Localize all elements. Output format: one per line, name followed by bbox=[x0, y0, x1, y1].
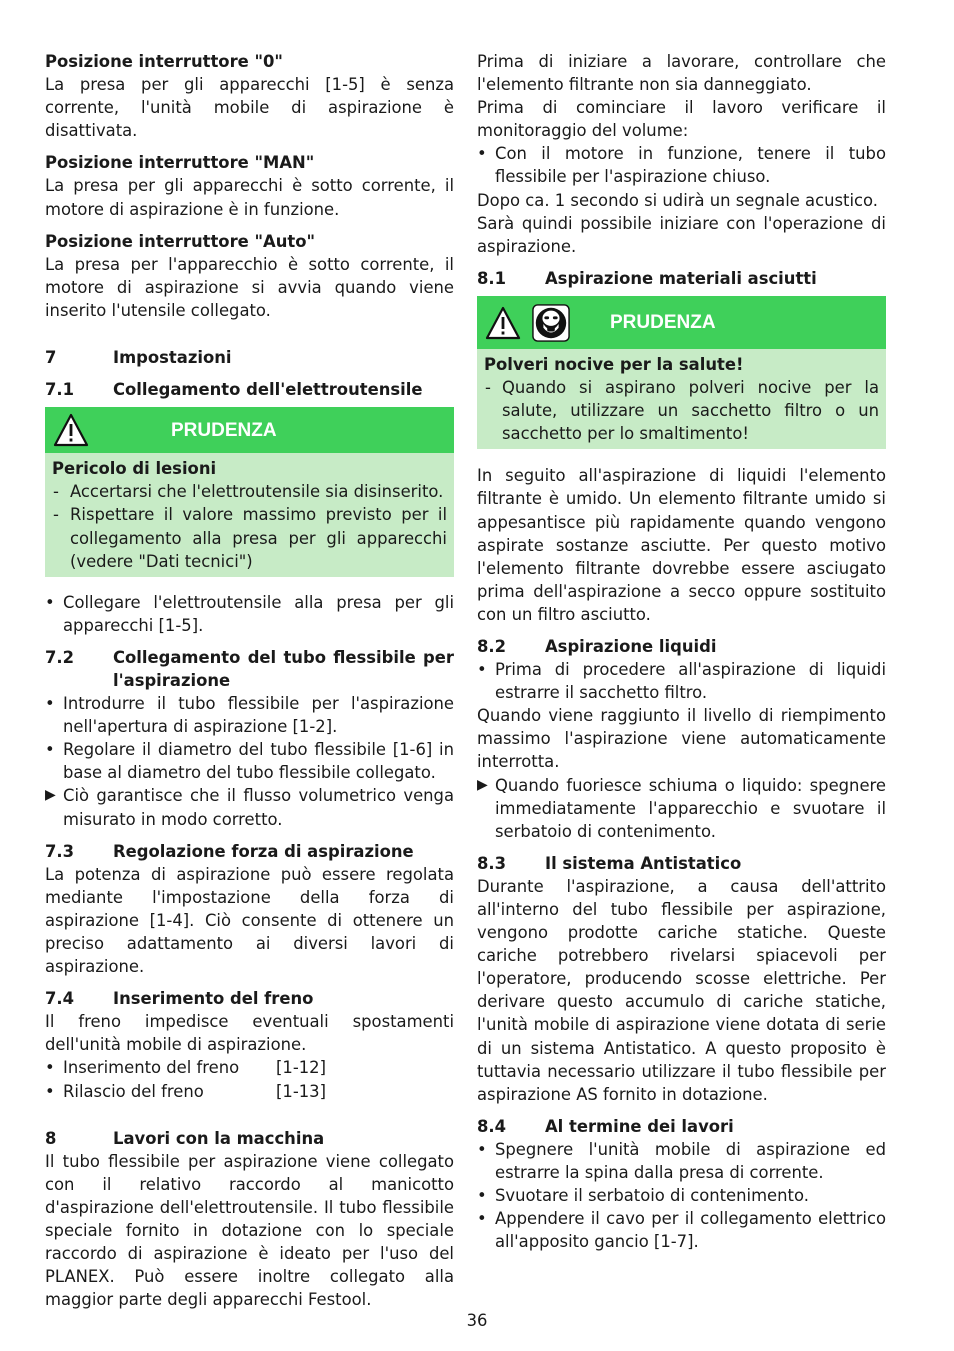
section-title: Collegamento del tubo flessibile per l'aspirazione bbox=[113, 647, 454, 690]
caution-body bbox=[45, 453, 454, 576]
caution-box-injury bbox=[45, 407, 454, 576]
brake-ref: [1-13] bbox=[276, 1081, 326, 1101]
list-item: • Introdurre il tubo flessibile per l'aspirazione nell'apertura di aspirazione [1-2]. bbox=[45, 692, 454, 738]
section-8-2-heading bbox=[477, 635, 886, 658]
dust-mask-icon bbox=[532, 304, 570, 342]
list-item: • Con il motore in funzione, tenere il tubo flessibile per l'aspirazione chiuso. bbox=[477, 142, 886, 188]
section-7-2-list bbox=[45, 692, 454, 784]
section-title: Aspirazione liquidi bbox=[545, 636, 717, 656]
result-text: Quando fuoriesce schiuma o liquido: spegnere immediatamente l'apparecchio e svuotare il serbatoio di contenimento. bbox=[495, 775, 886, 841]
intro-text-2: Prima di cominciare il lavoro verificare il monitoraggio del volume: bbox=[477, 98, 886, 141]
switch-0-title: Posizione interruttore "0" bbox=[45, 52, 283, 71]
caution-item: - Quando si aspirano polveri nocive per la salute, utilizzare un sacchetto filtro o un sacchetto per lo smaltimento! bbox=[484, 376, 879, 445]
section-8-2-list bbox=[477, 658, 886, 704]
section-title: Inserimento del freno bbox=[113, 989, 314, 1009]
section-title: Collegamento dell'elettroutensile bbox=[113, 380, 423, 400]
section-7-3-heading bbox=[45, 840, 454, 863]
switch-0-text: La presa per gli apparecchi [1-5] è senza corrente, l'unità mobile di aspirazione è disattivata. bbox=[45, 75, 454, 141]
section-8-text: Il tubo flessibile per aspirazione viene collegato con il relativo raccordo al manicotto d'aspirazione dell'elettroutensile. Il tubo flessibile speciale fornito in dotazione con lo speciale raccordo di aspirazione è ideato per l'uso del PLANEX. Può essere inoltre collegato alla maggior parte degli apparecchi Festool. bbox=[45, 1151, 454, 1310]
section-number: 8.2 bbox=[477, 636, 507, 656]
section-number: 8.1 bbox=[477, 268, 507, 288]
list-item: • Prima di procedere all'aspirazione di liquidi estrarre il sacchetto filtro. bbox=[477, 658, 886, 704]
intro-text-4: Sarà quindi possibile iniziare con l'operazione di aspirazione. bbox=[477, 213, 886, 256]
brake-row bbox=[45, 1056, 454, 1079]
section-8-3-text: Durante l'aspirazione, a causa dell'attrito all'interno del tubo flessibile per aspirazione, vengono prodotte cariche statiche. Queste cariche potrebbero rivelarsi spiacevoli per l'operatore, producendo scosse elettriche. Per derivare questo accumulo di cariche statiche, l'unità mobile di aspirazione viene dotata di serie di un sistema Antistatico. A questo proposito è tuttavia necessario utilizzare il tubo flessibile per aspirazione AS fornito in dotazione. bbox=[477, 876, 886, 1104]
intro-list bbox=[477, 142, 886, 188]
caution-item: - Rispettare il valore massimo previsto per il collegamento alla presa per gli apparecchi (vedere "Dati tecnici") bbox=[52, 503, 447, 572]
caution-heading: Pericolo di lesioni bbox=[52, 459, 217, 479]
section-8-2-text: Quando viene raggiunto il livello di riempimento massimo l'aspirazione viene automaticamente interrotta. bbox=[477, 706, 886, 772]
warning-triangle-icon bbox=[485, 306, 521, 340]
section-title: Lavori con la macchina bbox=[113, 1128, 325, 1148]
section-number: 8.3 bbox=[477, 853, 507, 873]
brake-label: • Rilascio del freno bbox=[63, 1081, 204, 1101]
caution-heading: Polveri nocive per la salute! bbox=[484, 354, 744, 374]
result-line bbox=[45, 784, 454, 830]
list-item: • Appendere il cavo per il collegamento elettrico all'apposito gancio [1-7]. bbox=[477, 1207, 886, 1253]
section-number: 7 bbox=[45, 348, 57, 368]
switch-man-text: La presa per gli apparecchi è sotto corrente, il motore di aspirazione è in funzione. bbox=[45, 176, 454, 219]
section-number: 7.1 bbox=[45, 380, 75, 400]
intro-text-1: Prima di iniziare a lavorare, controllare che l'elemento filtrante non sia danneggiato. bbox=[477, 52, 886, 95]
section-7-2-heading bbox=[45, 646, 454, 692]
page-number: 36 bbox=[466, 1311, 488, 1330]
brake-ref: [1-12] bbox=[276, 1058, 326, 1078]
caution-body bbox=[477, 349, 886, 449]
caution-header bbox=[477, 296, 886, 349]
intro-text-3: Dopo ca. 1 secondo si udirà un segnale acustico. bbox=[477, 190, 878, 210]
caution-box-dust bbox=[477, 296, 886, 449]
warning-triangle-icon bbox=[53, 413, 89, 447]
section-7-1-heading bbox=[45, 378, 454, 401]
right-column bbox=[477, 50, 886, 1253]
section-title: Al termine dei lavori bbox=[545, 1116, 734, 1136]
section-8-4-heading bbox=[477, 1115, 886, 1138]
caution-list bbox=[52, 480, 447, 572]
caution-item: - Accertarsi che l'elettroutensile sia disinserito. bbox=[52, 480, 447, 503]
list-item: • Collegare l'elettroutensile alla presa per gli apparecchi [1-5]. bbox=[45, 591, 454, 637]
brake-row bbox=[45, 1080, 454, 1103]
section-8-4-list bbox=[477, 1138, 886, 1253]
caution-header bbox=[45, 407, 454, 453]
list-item: • Spegnere l'unità mobile di aspirazione ed estrarre la spina dalla presa di corrente. bbox=[477, 1138, 886, 1184]
switch-auto-title: Posizione interruttore "Auto" bbox=[45, 231, 315, 251]
caution-list bbox=[484, 376, 879, 445]
caution-label: PRUDENZA bbox=[610, 311, 716, 333]
switch-auto-text: La presa per l'apparecchio è sotto corrente, il motore di aspirazione si avvia quando viene inserito l'utensile collegato. bbox=[45, 254, 454, 320]
section-number: 8.4 bbox=[477, 1116, 507, 1136]
section-7-4-heading bbox=[45, 987, 454, 1010]
section-number: 7.2 bbox=[45, 647, 75, 667]
section-8-heading bbox=[45, 1127, 454, 1150]
result-text: Ciò garantisce che il flusso volumetrico venga misurato in modo corretto. bbox=[63, 786, 454, 829]
section-title: Aspirazione materiali asciutti bbox=[545, 268, 817, 288]
result-arrow-icon: ▶ bbox=[45, 787, 56, 804]
section-number: 7.3 bbox=[45, 841, 75, 861]
switch-man-title: Posizione interruttore "MAN" bbox=[45, 153, 315, 173]
list-item: • Regolare il diametro del tubo flessibile [1-6] in base al diametro del tubo flessibile collegato. bbox=[45, 738, 454, 784]
result-arrow-icon: ▶ bbox=[477, 776, 488, 793]
left-column bbox=[45, 50, 454, 1311]
section-7-heading bbox=[45, 346, 454, 369]
section-number: 8 bbox=[45, 1128, 57, 1148]
section-title: Regolazione forza di aspirazione bbox=[113, 841, 414, 861]
section-7-1-list bbox=[45, 591, 454, 637]
section-7-4-text: Il freno impedisce eventuali spostamenti dell'unità mobile di aspirazione. bbox=[45, 1012, 454, 1055]
section-8-3-heading bbox=[477, 852, 886, 875]
section-8-1-heading bbox=[477, 267, 886, 290]
section-title: Impostazioni bbox=[113, 348, 232, 368]
section-7-3-text: La potenza di aspirazione può essere regolata mediante l'impostazione della forza di aspirazione [1-4]. Ciò consente di ottenere un preciso adattamento ai diversi lavori di aspirazione. bbox=[45, 864, 454, 977]
list-item: • Svuotare il serbatoio di contenimento. bbox=[477, 1184, 886, 1207]
brake-label: • Inserimento del freno bbox=[63, 1058, 240, 1078]
section-number: 7.4 bbox=[45, 989, 75, 1009]
result-line bbox=[477, 774, 886, 843]
section-8-1-text: In seguito all'aspirazione di liquidi l'elemento filtrante è umido. Un elemento filtrante umido si appesantisce più rapidamente quando vengono aspirate sostanze asciutte. Per questo motivo l'elemento filtrante dovrebbe essere asciugato prima dell'aspirazione a secco oppure sostituito con un filtro asciutto. bbox=[477, 466, 886, 624]
section-title: Il sistema Antistatico bbox=[545, 853, 742, 873]
caution-label: PRUDENZA bbox=[171, 419, 277, 441]
